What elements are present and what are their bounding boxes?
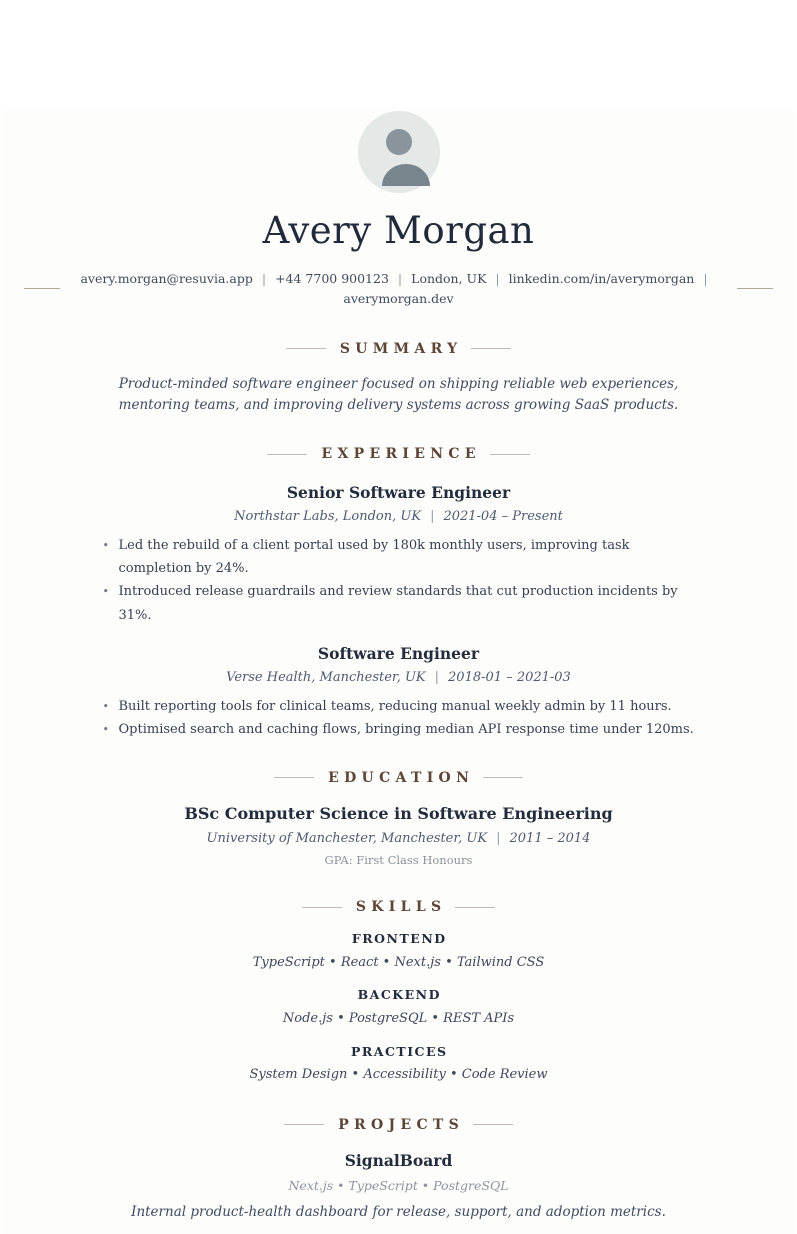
experience-entry	[2, 483, 796, 627]
skill-group-items: System Design • Accessibility • Code Review	[2, 1066, 796, 1085]
section-title-experience: EXPERIENCE	[321, 445, 480, 463]
job-title: Software Engineer	[2, 644, 796, 664]
header-rule-left	[302, 907, 342, 908]
header-rule-right	[483, 777, 523, 778]
section-experience	[2, 445, 796, 741]
header-rule-left	[267, 454, 307, 455]
skill-group-label: PRACTICES	[2, 1044, 797, 1060]
job-company-location: Northstar Labs, London, UK	[234, 509, 421, 524]
job-dates: 2021-04 – Present	[443, 509, 562, 524]
header-rule-right	[471, 348, 511, 349]
job-meta	[2, 668, 796, 688]
header-rule-right	[490, 454, 530, 455]
header-rule-left	[274, 777, 314, 778]
section-title-projects: PROJECTS	[338, 1116, 464, 1134]
section-header-skills	[2, 898, 796, 916]
section-title-education: EDUCATION	[328, 769, 474, 787]
avatar	[358, 111, 440, 193]
job-company-location: Verse Health, Manchester, UK	[226, 670, 426, 685]
contact-line-2	[80, 289, 716, 309]
job-title: Senior Software Engineer	[2, 483, 796, 503]
skill-group-practices	[2, 1044, 796, 1085]
contact-phone: +44 7700 900123	[275, 271, 389, 286]
skill-group-label: FRONTEND	[2, 931, 797, 947]
experience-entry	[2, 644, 796, 742]
degree-title: BSc Computer Science in Software Engineering	[2, 804, 796, 825]
section-summary	[2, 340, 796, 417]
section-projects	[2, 1116, 796, 1223]
project-description: Internal product-health dashboard for release, support, and adoption metrics.	[2, 1202, 796, 1222]
skill-group-frontend	[2, 931, 796, 972]
section-title-skills: SKILLS	[356, 898, 447, 916]
section-header-projects	[2, 1116, 796, 1134]
project-tech: Next.js • TypeScript • PostgreSQL	[2, 1177, 796, 1195]
contact-text	[80, 269, 716, 309]
contact-line-1	[80, 269, 716, 289]
contact-email: avery.morgan@resuvia.app	[80, 271, 252, 286]
pipe-separator: |	[262, 271, 266, 286]
pipe-separator: |	[398, 271, 402, 286]
header-rule-left	[284, 1124, 324, 1125]
job-bullet-list	[2, 695, 796, 741]
pipe-separator: |	[496, 831, 500, 846]
pipe-separator: |	[430, 509, 434, 524]
gpa-line: GPA: First Class Honours	[2, 852, 796, 868]
section-header-summary	[2, 340, 796, 358]
resume-page	[2, 111, 796, 1234]
contact-location: London, UK	[411, 271, 486, 286]
skill-group-label: BACKEND	[2, 987, 797, 1003]
person-icon	[358, 111, 440, 193]
skill-group-items: Node.js • PostgreSQL • REST APIs	[2, 1010, 796, 1029]
job-bullet: • Optimised search and caching flows, bringing median API response time under 120ms.	[100, 718, 698, 741]
job-bullet: • Built reporting tools for clinical teams, reducing manual weekly admin by 11 hours.	[100, 695, 698, 718]
pipe-separator: |	[703, 271, 707, 286]
job-bullet: • Introduced release guardrails and review standards that cut production incidents by 31%.	[100, 580, 698, 626]
pipe-separator: |	[495, 271, 499, 286]
pipe-separator: |	[435, 670, 439, 685]
section-header-education	[2, 769, 796, 787]
contact-left-rule	[24, 288, 60, 289]
job-meta	[2, 507, 796, 527]
contact-right-rule	[737, 288, 773, 289]
school-location: University of Manchester, Manchester, UK	[207, 831, 488, 846]
header-rule-left	[286, 348, 326, 349]
resume-header	[2, 111, 796, 309]
skill-group-backend	[2, 987, 796, 1028]
skill-group-items: TypeScript • React • Next.js • Tailwind CSS	[2, 954, 796, 973]
education-dates: 2011 – 2014	[510, 831, 591, 846]
project-entry	[2, 1151, 796, 1223]
header-rule-right	[455, 907, 495, 908]
header-rule-right	[473, 1124, 513, 1125]
project-name: SignalBoard	[2, 1151, 796, 1171]
section-header-experience	[2, 445, 796, 463]
candidate-name: Avery Morgan	[2, 210, 796, 253]
contact-linkedin: linkedin.com/in/averymorgan	[509, 271, 695, 286]
section-title-summary: SUMMARY	[340, 340, 463, 358]
section-skills	[2, 898, 796, 1084]
education-meta	[2, 829, 796, 849]
section-education	[2, 769, 796, 869]
job-bullet: • Led the rebuild of a client portal used by 180k monthly users, improving task completion by 24%.	[100, 534, 698, 580]
contact-website: averymorgan.dev	[343, 291, 453, 306]
job-bullet-list	[2, 534, 796, 627]
summary-text: Product-minded software engineer focused on shipping reliable web experiences, mentoring teams, and improving delivery systems across growing SaaS products.	[119, 374, 679, 417]
contact-block	[2, 269, 796, 309]
job-dates: 2018-01 – 2021-03	[448, 670, 571, 685]
